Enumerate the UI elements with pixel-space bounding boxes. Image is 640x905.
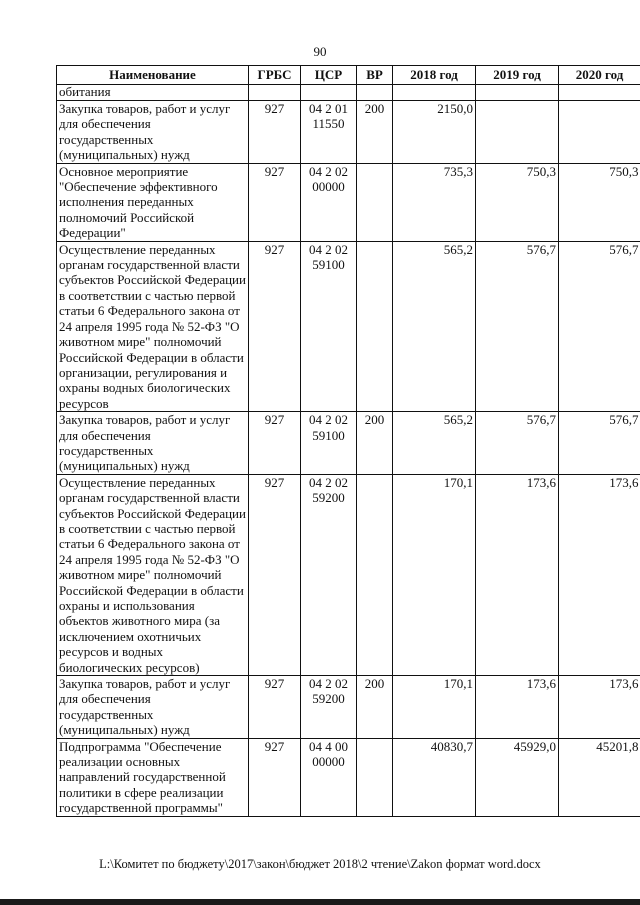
row-csr: 04 2 02 00000: [301, 163, 357, 241]
file-path-footer: L:\Комитет по бюджету\2017\закон\бюджет 2018\2 чтение\Zakon формат word.docx: [99, 857, 541, 871]
header-2018: 2018 год: [393, 66, 476, 85]
row-2019: 576,7: [476, 412, 559, 475]
row-2020: 576,7: [559, 241, 640, 411]
row-2020: [559, 85, 640, 101]
row-2019: 45929,0: [476, 738, 559, 816]
row-2019: [476, 85, 559, 101]
header-csr: ЦСР: [301, 66, 357, 85]
table-row: [57, 241, 640, 411]
row-2018: [393, 85, 476, 101]
row-csr: 04 2 01 11550: [301, 101, 357, 164]
bottom-edge-bar: [0, 899, 640, 905]
row-grbs: 927: [249, 163, 301, 241]
row-csr: 04 2 02 59200: [301, 676, 357, 739]
row-2019: 173,6: [476, 474, 559, 675]
header-vr: ВР: [357, 66, 393, 85]
row-2019: 750,3: [476, 163, 559, 241]
row-2018: 565,2: [393, 412, 476, 475]
row-2018: 170,1: [393, 676, 476, 739]
table-row: [57, 412, 640, 475]
row-name: Осуществление переданных органам государственной власти субъектов Российской Федерации в соответствии с частью первой статьи 6 Федерального закона от 24 апреля 1995 года № 52-ФЗ "О животном мире" полномочий Российской Федерации в области охраны и использования объектов животного мира (за исключением охотничьих ресурсов и водных биологических ресурсов): [57, 474, 249, 675]
row-vr: 200: [357, 101, 393, 164]
row-name: обитания: [57, 85, 249, 101]
row-2018: 40830,7: [393, 738, 476, 816]
row-vr: [357, 738, 393, 816]
row-grbs: 927: [249, 474, 301, 675]
row-grbs: 927: [249, 738, 301, 816]
row-2019: 173,6: [476, 676, 559, 739]
row-2020: 45201,8: [559, 738, 640, 816]
row-csr: 04 2 02 59100: [301, 412, 357, 475]
row-2019: 576,7: [476, 241, 559, 411]
table-row: [57, 738, 640, 816]
row-name: Закупка товаров, работ и услуг для обеспечения государственных (муниципальных) нужд: [57, 412, 249, 475]
row-2018: 170,1: [393, 474, 476, 675]
row-grbs: 927: [249, 101, 301, 164]
header-grbs: ГРБС: [249, 66, 301, 85]
row-2018: 2150,0: [393, 101, 476, 164]
row-csr: 04 2 02 59200: [301, 474, 357, 675]
row-name: Закупка товаров, работ и услуг для обеспечения государственных (муниципальных) нужд: [57, 676, 249, 739]
row-2018: 735,3: [393, 163, 476, 241]
row-2020: 173,6: [559, 474, 640, 675]
row-vr: [357, 474, 393, 675]
table-header-row: [57, 66, 640, 85]
row-grbs: 927: [249, 412, 301, 475]
row-2020: [559, 101, 640, 164]
header-2019: 2019 год: [476, 66, 559, 85]
row-name: Осуществление переданных органам государственной власти субъектов Российской Федерации в соответствии с частью первой статьи 6 Федерального закона от 24 апреля 1995 года № 52-ФЗ "О животном мире" полномочий Российской Федерации в области организации, регулирования и охраны водных биологических ресурсов: [57, 241, 249, 411]
row-grbs: 927: [249, 676, 301, 739]
page-number: 90: [313, 44, 327, 59]
row-2020: 576,7: [559, 412, 640, 475]
row-csr: [301, 85, 357, 101]
row-grbs: 927: [249, 241, 301, 411]
row-grbs: [249, 85, 301, 101]
row-name: Закупка товаров, работ и услуг для обеспечения государственных (муниципальных) нужд: [57, 101, 249, 164]
table-row: [57, 101, 640, 164]
row-2020: 750,3: [559, 163, 640, 241]
budget-table: [56, 65, 640, 817]
row-2020: 173,6: [559, 676, 640, 739]
row-csr: 04 4 00 00000: [301, 738, 357, 816]
row-name: Подпрограмма "Обеспечение реализации основных направлений государственной политики в сфере реализации государственной программы": [57, 738, 249, 816]
row-vr: [357, 241, 393, 411]
row-vr: [357, 85, 393, 101]
row-vr: [357, 163, 393, 241]
row-2019: [476, 101, 559, 164]
table-row: [57, 85, 640, 101]
header-name: Наименование: [57, 66, 249, 85]
row-name: Основное мероприятие "Обеспечение эффективного исполнения переданных полномочий Российской Федерации": [57, 163, 249, 241]
row-2018: 565,2: [393, 241, 476, 411]
row-csr: 04 2 02 59100: [301, 241, 357, 411]
table-row: [57, 163, 640, 241]
row-vr: 200: [357, 412, 393, 475]
table-row: [57, 474, 640, 675]
table-row: [57, 676, 640, 739]
row-vr: 200: [357, 676, 393, 739]
header-2020: 2020 год: [559, 66, 640, 85]
